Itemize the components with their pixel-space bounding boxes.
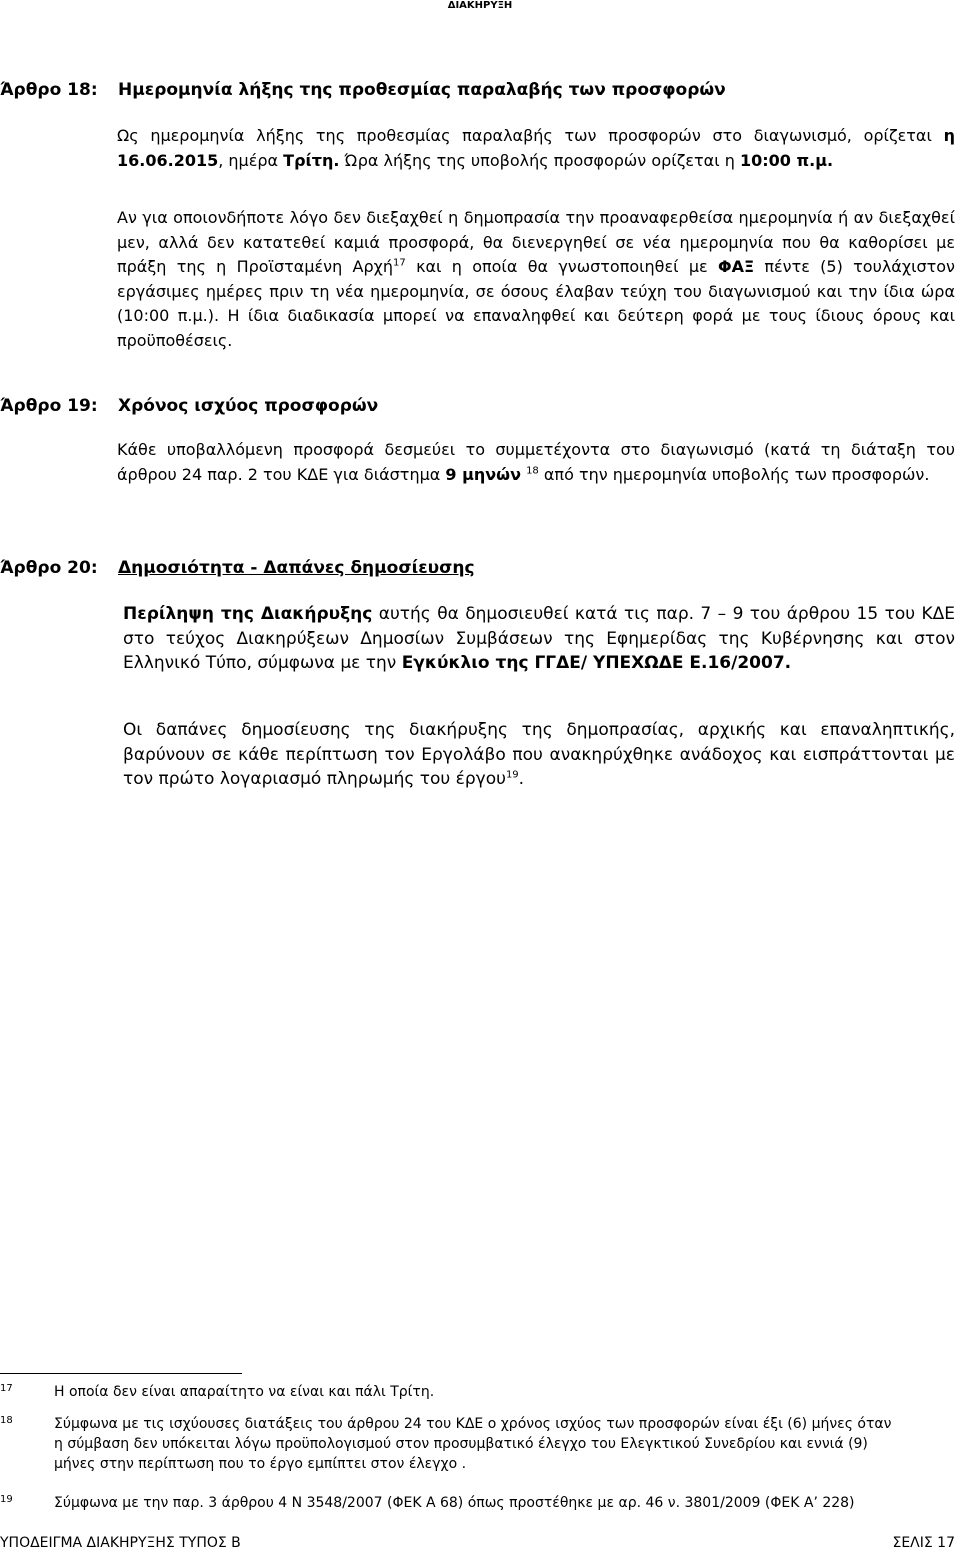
article-18-number: Άρθρο 18: [0, 80, 98, 100]
article-20-paragraph-2: Οι δαπάνες δημοσίευσης της διακήρυξης της δημοπρασίας, αρχικής και επαναληπτικής, βαρύνουν σε κάθε περίπτωση τον Εργολάβο που ανακηρύχθηκε ανάδοχος και εισπράττονται με τον πρώτο λογαριασμό πληρωμής του έργου$^{19}$. [123, 720, 955, 789]
footnote-19 [0, 1493, 901, 1513]
footnote-ref-18: 18 [526, 465, 539, 477]
article-18-title: Ημερομηνία λήξης της προθεσμίας παραλαβής των προσφορών [118, 80, 726, 100]
article-18-paragraph-2: Αν για οποιονδήποτε λόγο δεν διεξαχθεί η δημοπρασία την προαναφερθείσα ημερομηνία ή αν διεξαχθεί μεν, αλλά δεν κατατεθεί καμιά προσφορά, θα διενεργηθεί σε νέα ημερομηνία που θα καθορίσει με πράξη της η Προϊσταμένη Αρχή$^{17}$ και η οποία θα γνωστοποιηθεί με ΦΑΞ πέντε (5) τουλάχιστον εργάσιμες ημέρες πριν τη νέα ημερομηνία, σε όσους έλαβαν τεύχη του διαγωνισμού και την ίδια ώρα (10:00 π.μ.). Η ίδια διαδικασία μπορεί να επαναληφθεί και δεύτερη φορά με τους ίδιους όρους και προϋποθέσεις. [117, 208, 955, 350]
article-18-paragraph-1: Ως ημερομηνία λήξης της προθεσμίας παραλαβής των προσφορών στο διαγωνισμό, ορίζεται η 16.06.2015, ημέρα Τρίτη. Ώρα λήξης της υποβολής προσφορών ορίζεται η 10:00 π.μ. [117, 126, 955, 170]
footnote-mark: 17 [0, 1383, 13, 1394]
footnote-18 [0, 1414, 901, 1474]
footnote-ref-17: 17 [393, 257, 406, 269]
page-footer [0, 1535, 955, 1551]
footnote-text: Η οποία δεν είναι απαραίτητο να είναι και πάλι Τρίτη. [54, 1384, 435, 1400]
document-header: ΔΙΑΚΗΡΥΞΗ [447, 0, 513, 11]
footnote-ref-19: 19 [505, 769, 519, 781]
article-18-heading [0, 80, 726, 100]
footer-document-type: ΥΠΟΔΕΙΓΜΑ ΔΙΑΚΗΡΥΞΗΣ ΤΥΠΟΣ Β [0, 1535, 241, 1551]
article-20-title: Δημοσιότητα - Δαπάνες δημοσίευσης [118, 558, 475, 578]
article-20-heading [0, 558, 475, 578]
article-20-paragraph-1: Περίληψη της Διακήρυξης αυτής θα δημοσιευθεί κατά τις παρ. 7 – 9 του άρθρου 15 του ΚΔΕ στο τεύχος Διακηρύξεων Δημοσίων Συμβάσεων της Εφημερίδας της Κυβέρνησης και στον Ελληνικό Τύπο, σύμφωνα με την Εγκύκλιο της ΓΓΔΕ/ ΥΠΕΧΩΔΕ Ε.16/2007. [123, 604, 955, 673]
article-19-paragraph-1: Κάθε υποβαλλόμενη προσφορά δεσμεύει το συμμετέχοντα στο διαγωνισμό (κατά τη διάταξη του άρθρου 24 παρ. 2 του ΚΔΕ για διάστημα 9 μηνών $^{18}$ από την ημερομηνία υποβολής των προσφορών. [117, 440, 955, 484]
footnote-mark: 18 [0, 1415, 13, 1426]
footnote-mark: 19 [0, 1494, 13, 1505]
footnote-text: Σύμφωνα με τις ισχύουσες διατάξεις του άρθρου 24 του ΚΔΕ ο χρόνος ισχύος των προσφορών είναι έξι (6) μήνες όταν η σύμβαση δεν υπόκειται λόγω προϋπολογισμού στον προσυμβατικό έλεγχο του Ελεγκτικού Συνεδρίου και εννιά (9) μήνες στην περίπτωση που το έργο εμπίπτει στον έλεγχο . [54, 1416, 892, 1472]
article-19-heading [0, 396, 378, 416]
footer-page-number: ΣΕΛΙΣ 17 [892, 1535, 955, 1551]
footnote-text: Σύμφωνα με την παρ. 3 άρθρου 4 Ν 3548/2007 (ΦΕΚ Α 68) όπως προστέθηκε με αρ. 46 ν. 3801/2009 (ΦΕΚ Α’ 228) [54, 1495, 855, 1511]
article-19-title: Χρόνος ισχύος προσφορών [118, 396, 379, 416]
footnote-17 [0, 1382, 955, 1402]
article-20-number: Άρθρο 20: [0, 558, 98, 578]
footnote-separator [0, 1373, 242, 1374]
article-19-number: Άρθρο 19: [0, 396, 98, 416]
